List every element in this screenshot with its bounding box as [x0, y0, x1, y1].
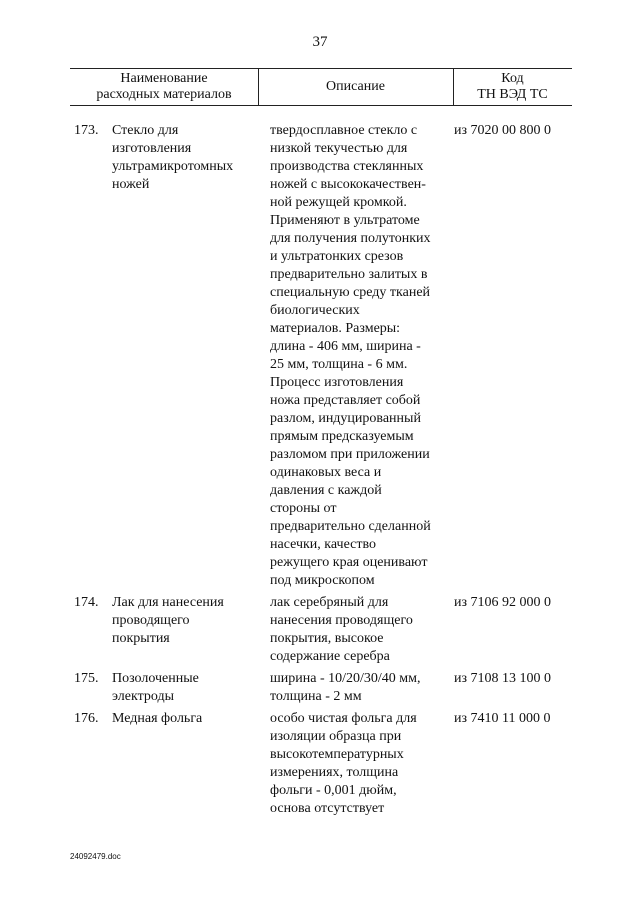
header-code	[453, 68, 572, 105]
description-line: нанесения проводящего	[270, 613, 413, 628]
description-line: ножей с высококачествен-	[270, 177, 426, 192]
material-description	[266, 670, 454, 706]
header-description-line: Описание	[326, 78, 385, 94]
description-line: высокотемпературных	[270, 747, 404, 762]
table-row	[70, 594, 572, 666]
description-line: производства стеклянных	[270, 159, 424, 174]
material-description	[266, 594, 454, 666]
material-name	[108, 594, 266, 666]
material-name-line: Медная фольга	[112, 711, 203, 726]
table-row	[70, 670, 572, 706]
description-line: толщина - 2 мм	[270, 689, 362, 704]
table-row	[70, 710, 572, 818]
table-body	[70, 122, 572, 822]
table-row	[70, 122, 572, 590]
description-line: разлом, индуцированный	[270, 411, 421, 426]
material-name	[108, 670, 266, 706]
material-name-line: Стекло для	[112, 123, 179, 138]
description-line: материалов. Размеры:	[270, 321, 401, 336]
description-line: и ультратонких срезов	[270, 249, 404, 264]
material-description	[266, 122, 454, 590]
description-line: насечки, качество	[270, 537, 376, 552]
description-line: прямым предсказуемым	[270, 429, 414, 444]
tn-ved-code: из 7410 11 000 0	[454, 711, 551, 726]
description-line: содержание серебра	[270, 649, 390, 664]
header-materials-name	[70, 68, 258, 105]
description-line: разломом при приложении	[270, 447, 430, 462]
description-line: режущего края оценивают	[270, 555, 428, 570]
document-filename: 24092479.doc	[70, 852, 121, 861]
material-name-line: ультрамикротомных	[112, 159, 234, 174]
row-number: 173.	[74, 123, 99, 138]
table-header-bottom-rule	[70, 105, 572, 106]
row-number: 174.	[74, 595, 99, 610]
row-number: 176.	[74, 711, 99, 726]
material-name-line: изготовления	[112, 141, 192, 156]
material-description	[266, 710, 454, 818]
description-line: под микроскопом	[270, 573, 375, 588]
material-name	[108, 122, 266, 590]
material-name-line: электроды	[112, 689, 174, 704]
material-name	[108, 710, 266, 818]
description-line: ножа представляет собой	[270, 393, 421, 408]
description-line: стороны от	[270, 501, 337, 516]
description-line: для получения полутонких	[270, 231, 431, 246]
description-line: специальную среду тканей	[270, 285, 431, 300]
description-line: давления с каждой	[270, 483, 382, 498]
header-description	[258, 68, 453, 105]
tn-ved-code: из 7020 00 800 0	[454, 123, 552, 138]
description-line: изоляции образца при	[270, 729, 402, 744]
tn-ved-code: из 7108 13 100 0	[454, 671, 552, 686]
description-line: 25 мм, толщина - 6 мм.	[270, 357, 408, 372]
description-line: низкой текучестью для	[270, 141, 408, 156]
material-name-line: Лак для нанесения	[112, 595, 224, 610]
description-line: особо чистая фольга для	[270, 711, 417, 726]
material-name-line: ножей	[112, 177, 150, 192]
row-number: 175.	[74, 671, 99, 686]
material-name-line: проводящего	[112, 613, 190, 628]
description-line: длина - 406 мм, ширина -	[270, 339, 421, 354]
header-materials-name-line: Наименование	[120, 70, 208, 86]
description-line: предварительно залитых в	[270, 267, 428, 282]
header-materials-name-line: расходных материалов	[96, 86, 232, 102]
material-name-line: покрытия	[112, 631, 170, 646]
description-line: фольги - 0,001 дюйм,	[270, 783, 397, 798]
description-line: предварительно сделанной	[270, 519, 431, 534]
description-line: измерениях, толщина	[270, 765, 399, 780]
description-line: ширина - 10/20/30/40 мм,	[270, 671, 421, 686]
description-line: покрытия, высокое	[270, 631, 384, 646]
description-line: Процесс изготовления	[270, 375, 404, 390]
page-number: 37	[312, 34, 328, 50]
description-line: одинаковых веса и	[270, 465, 382, 480]
header-code-line: ТН ВЭД ТС	[477, 86, 548, 102]
description-line: ной режущей кромкой.	[270, 195, 407, 210]
tn-ved-code: из 7106 92 000 0	[454, 595, 552, 610]
description-line: лак серебряный для	[270, 595, 389, 610]
description-line: Применяют в ультратоме	[270, 213, 420, 228]
description-line: биологических	[270, 303, 360, 318]
description-line: твердосплавное стекло с	[270, 123, 418, 138]
material-name-line: Позолоченные	[112, 671, 199, 686]
description-line: основа отсутствует	[270, 801, 385, 816]
header-code-line: Код	[501, 70, 524, 86]
